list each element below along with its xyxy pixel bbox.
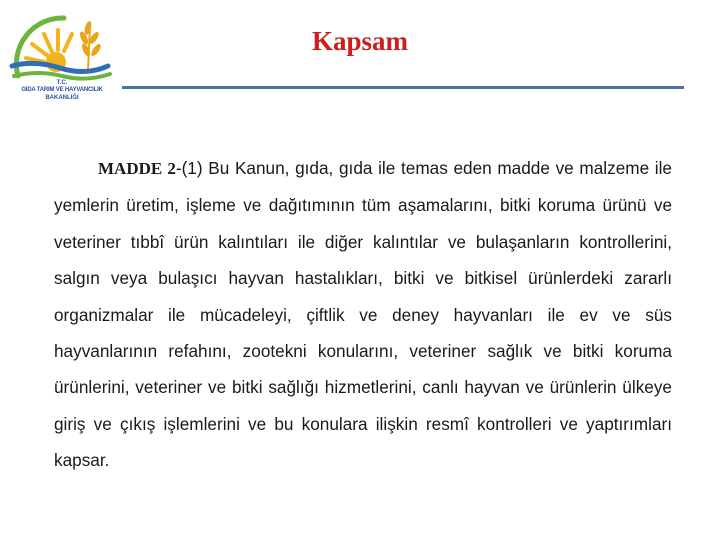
article-text: -(1) Bu Kanun, gıda, gıda ile temas eden madde ve malzeme ile yemlerin üretim, işleme ve dağıtımının tüm aşamalarını, bitki koruma ürünü ve veteriner tıbbî ürün kalıntıları ile diğer kalıntılar ve bulaşanların kontrollerini, salgın veya bulaşıcı hayvan hastalıkları, bitki ve bitkisel ürünlerdeki zararlı organizmalar ile mücadeleyi, çiftlik ve deney hayvanları ile ev ve süs hayvanlarının refahını, zootekni konularını, veteriner sağlık ve bitki koruma ürünlerini, veteriner ve bitki sağlığı hizmetlerini, canlı hayvan ve ürünlerin ülkeye giriş ve çıkış işlemlerini ve bu konulara ilişkin resmî kontrolleri ve yaptırımları kapsar. [54, 158, 672, 471]
article-label: MADDE 2 [98, 159, 176, 178]
logo-ministry-name: GIDA TARIM VE HAYVANCILIK [21, 87, 103, 93]
ministry-logo [4, 6, 120, 116]
title-divider [122, 86, 684, 89]
article-paragraph [54, 150, 672, 479]
page-title: Kapsam [311, 26, 409, 56]
logo-tc-text: T.C. [56, 80, 68, 86]
logo-emblem-icon [4, 6, 120, 82]
logo-ministry-suffix: BAKANLIĞI [45, 95, 79, 101]
